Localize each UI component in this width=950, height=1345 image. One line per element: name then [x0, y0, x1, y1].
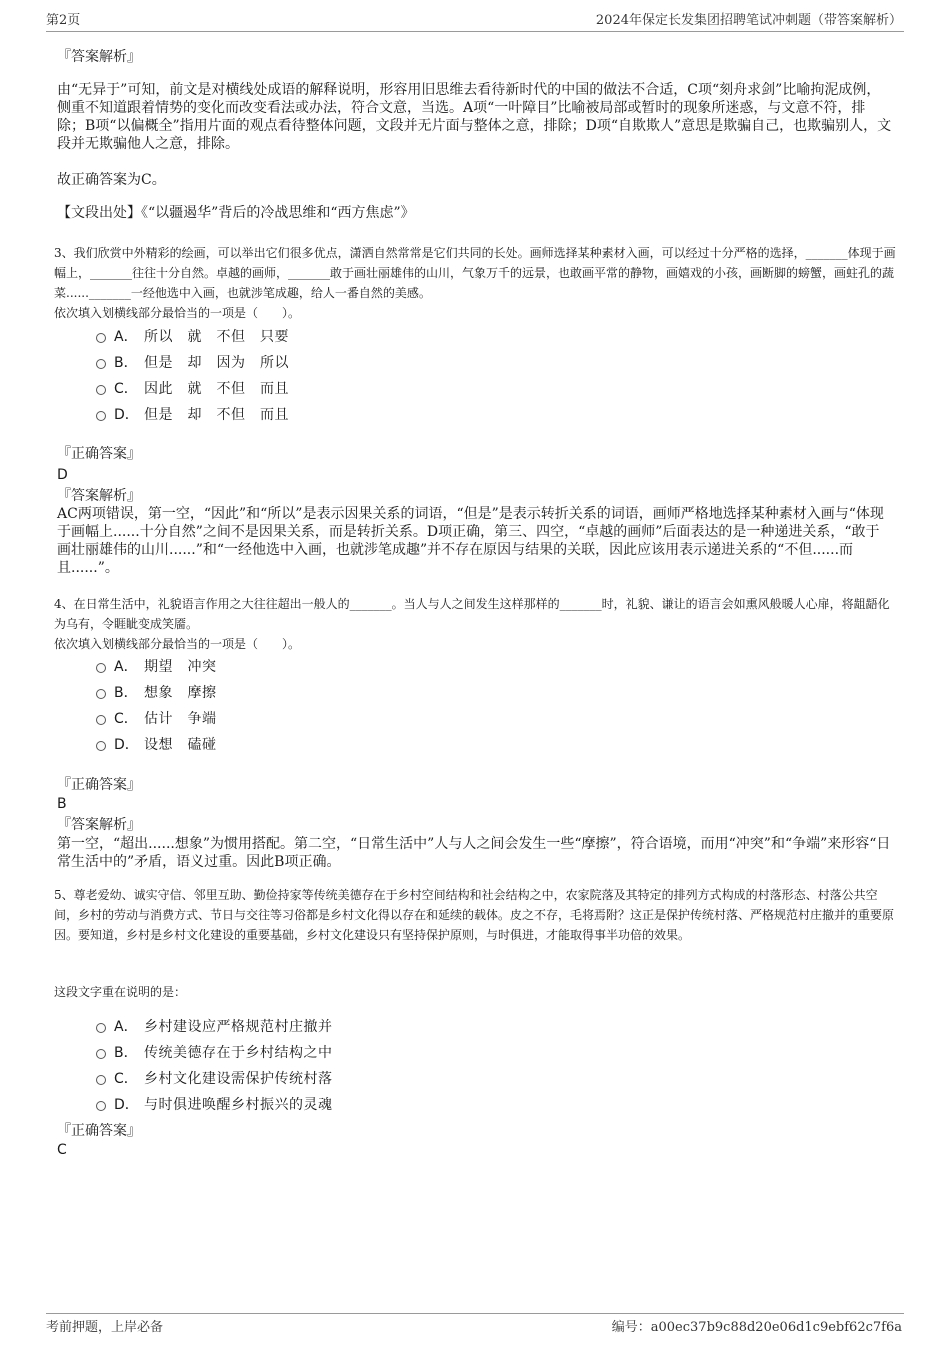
q3-option-c[interactable]: C． 因此 就 不但 而且 [96, 378, 289, 398]
radio-icon[interactable] [96, 1075, 106, 1085]
q4-prompt: 依次填入划横线部分最恰当的一项是（ ）。 [54, 637, 301, 651]
q3-option-b[interactable]: B． 但是 却 因为 所以 [96, 352, 289, 372]
document-title: 2024年保定长发集团招聘笔试冲刺题（带答案解析） [595, 13, 902, 28]
radio-icon[interactable] [96, 333, 106, 343]
header-divider [46, 31, 904, 32]
footer-slogan: 考前押题，上岸必备 [46, 1320, 164, 1335]
radio-icon[interactable] [96, 715, 106, 725]
q4-analysis-text: 第一空，“超出......想象”为惯用搭配。第二空，“日常生活中”人与人之间会发生一些“摩擦”，符合语境，而用“冲突”和“争端”来形容“日常生活中的”矛盾，语义过重。因此B项正确。 [57, 836, 891, 870]
q2-analysis-label: 『答案解析』 [57, 49, 141, 65]
q4-option-d[interactable]: D． 设想 磕碰 [96, 734, 217, 754]
q2-analysis-text: 由“无异于”可知，前文是对横线处成语的解释说明，形容用旧思维去看待新时代的中国的做法不合适，C项“刻舟求剑”比喻拘泥成例，侧重不知道跟着情势的变化而改变看法或办法，符合文意，当选。A项“一叶障目”比喻被局部或暂时的现象所迷惑，与文意不符，排除；B项“以偏概全”指用片面的观点看待整体问题，文段并无片面与整体之意，排除；D项“自欺欺人”意思是欺骗自己，也欺骗别人，文段并无欺骗他人之意，排除。 [57, 82, 892, 152]
radio-icon[interactable] [96, 689, 106, 699]
q4-option-b[interactable]: B． 想象 摩擦 [96, 682, 217, 702]
q5-answer: C [57, 1142, 67, 1158]
q4-stem: 4、在日常生活中，礼貌语言作用之大往往超出一般人的_______。当人与人之间发生这样那样的_______时，礼貌、谦让的语言会如熏风般暖人心扉，将龃龉化为乌有，令睚眦变成笑靥。 [54, 597, 890, 631]
q4-analysis-label: 『答案解析』 [57, 817, 141, 833]
page-number: 第2页 [46, 13, 81, 28]
q3-analysis-label: 『答案解析』 [57, 488, 141, 504]
q3-answer: D [57, 467, 68, 483]
footer-serial: 编号：a00ec37b9c88d20e06d1c9ebf62c7f6a [611, 1320, 902, 1335]
q4-answer-label: 『正确答案』 [57, 777, 141, 793]
q5-answer-label: 『正确答案』 [57, 1123, 141, 1139]
radio-icon[interactable] [96, 663, 106, 673]
footer-divider [46, 1313, 904, 1314]
q3-stem: 3、我们欣赏中外精彩的绘画，可以举出它们很多优点，潇洒自然常常是它们共同的长处。画师选择某种素材入画，可以经过十分严格的选择，_______体现于画幅上，_______往往十分自然。卓越的画师，_______敢于画壮丽雄伟的山川，气象万千的远景，也敢画平常的静物，画嬉戏的小孩，画断脚的螃蟹，画蛀孔的蔬菜......_______一经他选中入画，也就涉笔成趣，给人一番自然的美感。 [54, 246, 896, 300]
q5-prompt: 这段文字重在说明的是： [54, 985, 187, 999]
q5-stem: 5、尊老爱幼、诚实守信、邻里互助、勤俭持家等传统美德存在于乡村空间结构和社会结构之中，农家院落及其特定的排列方式构成的村落形态、村落公共空间，乡村的劳动与消费方式、节日与交往等习俗都是乡村文化得以存在和延续的载体。皮之不存，毛将焉附？这正是保护传统村落、严格规范村庄撤并的重要原因。要知道，乡村是乡村文化建设的重要基础，乡村文化建设只有坚持保护原则，与时俱进，才能取得事半功倍的效果。 [54, 888, 895, 942]
q5-option-c[interactable]: C． 乡村文化建设需保护传统村落 [96, 1068, 333, 1088]
q3-answer-label: 『正确答案』 [57, 446, 141, 462]
q4-option-a[interactable]: A． 期望 冲突 [96, 656, 217, 676]
radio-icon[interactable] [96, 411, 106, 421]
radio-icon[interactable] [96, 1049, 106, 1059]
radio-icon[interactable] [96, 385, 106, 395]
radio-icon[interactable] [96, 1023, 106, 1033]
q5-option-d[interactable]: D． 与时俱进唤醒乡村振兴的灵魂 [96, 1094, 333, 1114]
q4-answer: B [57, 796, 67, 812]
radio-icon[interactable] [96, 359, 106, 369]
q3-option-a[interactable]: A． 所以 就 不但 只要 [96, 326, 289, 346]
q5-option-b[interactable]: B． 传统美德存在于乡村结构之中 [96, 1042, 333, 1062]
q4-option-c[interactable]: C． 估计 争端 [96, 708, 217, 728]
q5-option-a[interactable]: A． 乡村建设应严格规范村庄撤并 [96, 1016, 333, 1036]
q2-conclusion: 故正确答案为C。 [57, 172, 166, 188]
radio-icon[interactable] [96, 1101, 106, 1111]
q3-analysis-text: AC两项错误，第一空，“因此”和“所以”是表示因果关系的词语，“但是”是表示转折关系的词语，画师严格地选择某种素材入画与“体现于画幅上......十分自然”之间不是因果关系，而是转折关系。D项正确，第三、四空，“卓越的画师”后面表达的是一种递进关系，“敢于画壮丽雄伟的山川......”和“一经他选中入画，也就涉笔成趣”并不存在原因与结果的关联，因此应该用表示递进关系的“不但......而且......”。 [57, 506, 884, 576]
radio-icon[interactable] [96, 741, 106, 751]
q3-prompt: 依次填入划横线部分最恰当的一项是（ ）。 [54, 306, 301, 320]
q2-source: 【文段出处】《“以疆遏华”背后的冷战思维和“西方焦虑”》 [57, 205, 415, 221]
q3-option-d[interactable]: D． 但是 却 不但 而且 [96, 404, 289, 424]
